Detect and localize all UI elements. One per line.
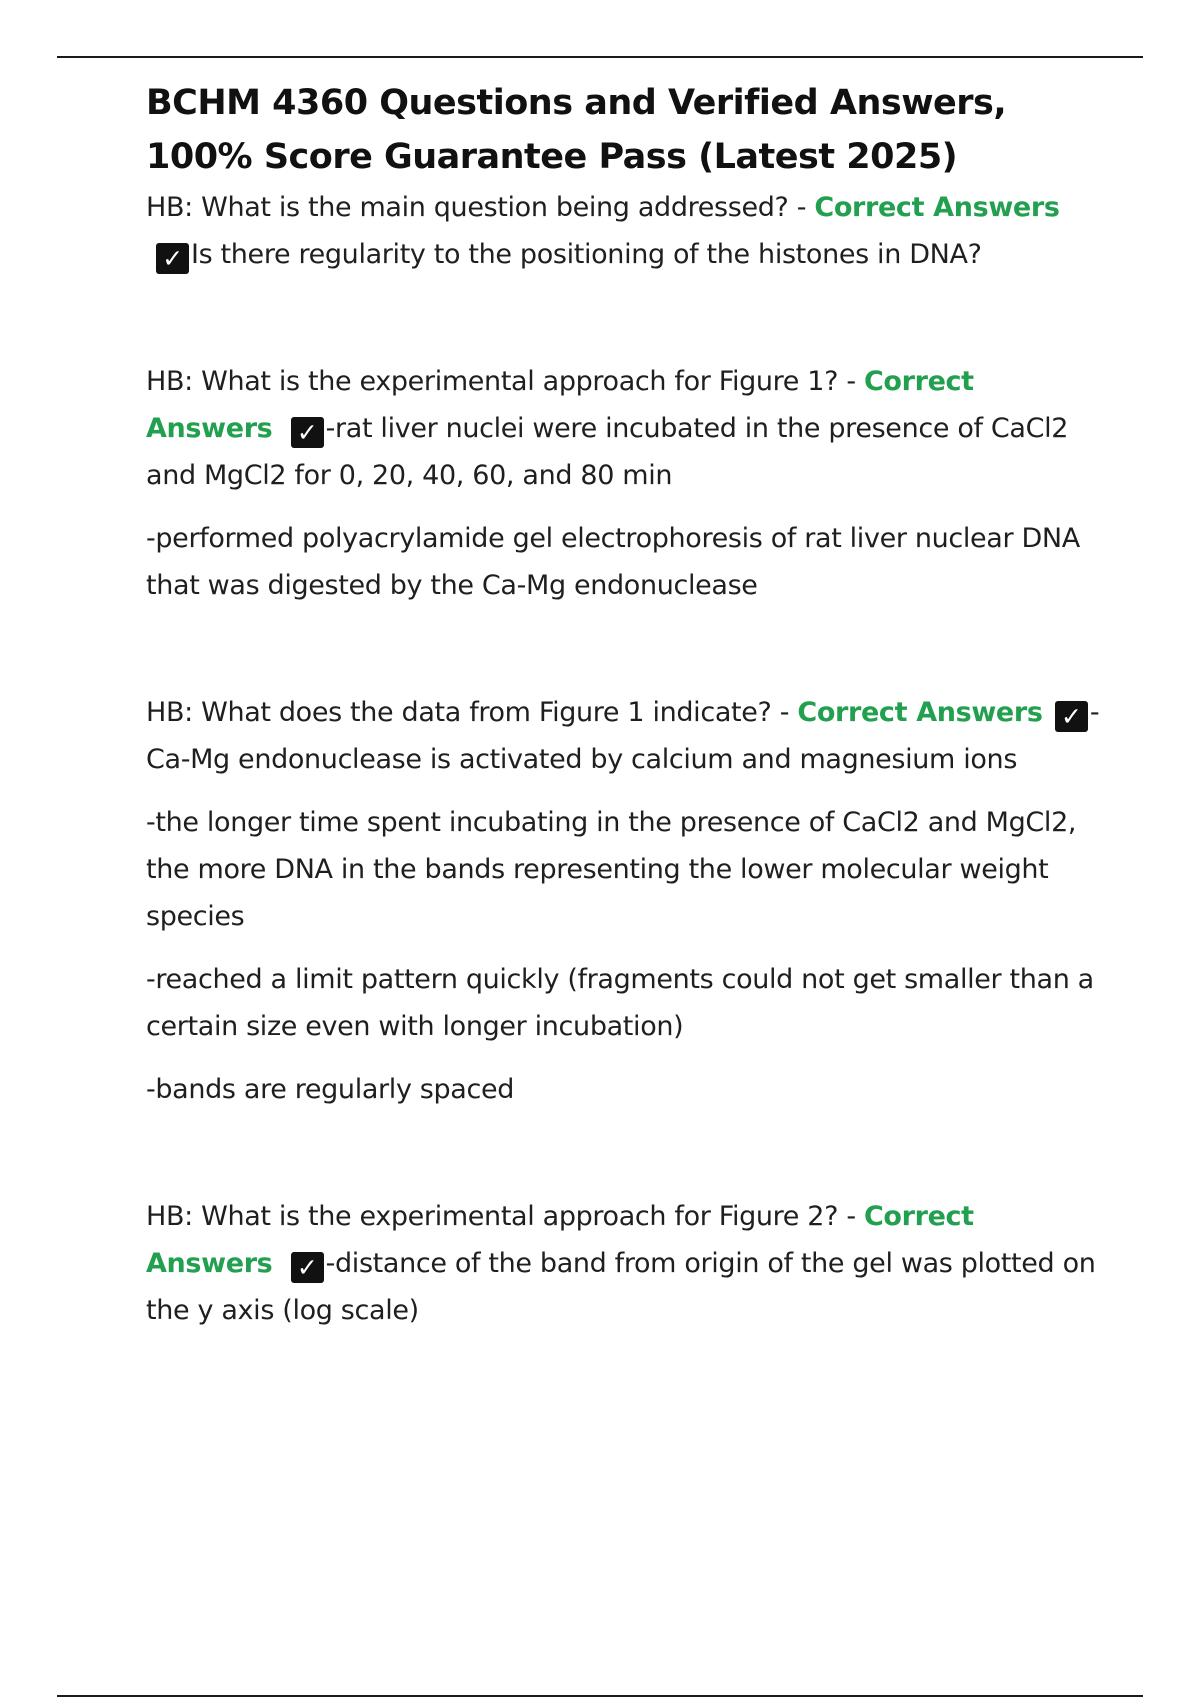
correct-answers-label: Correct Answers [146,1201,974,1279]
question-text: HB: What does the data from Figure 1 indicate? - [146,697,798,728]
document-title [146,76,1106,184]
correct-answers-label: Correct Answers [146,366,974,444]
qa-entry-3 [146,689,1106,1113]
answer-detail: -bands are regularly spaced [146,1074,515,1105]
qa-entry-1 [146,184,1106,278]
qa-entry-2 [146,358,1106,609]
check-box-icon: ✓ [291,417,324,448]
title-line-1: BCHM 4360 Questions and Verified Answers, [146,83,1007,123]
qa-paragraph [146,358,1106,499]
correct-answers-label: Correct Answers [814,192,1060,223]
qa-paragraph [146,689,1106,783]
answer-text: -Ca-Mg endonuclease is activated by calcium and magnesium ions [146,697,1100,775]
top-rule [57,56,1143,58]
title-line-2: 100% Score Guarantee Pass (Latest 2025) [146,137,958,177]
qa-paragraph [146,184,1106,278]
document-page [146,76,1106,1334]
bottom-rule [57,1695,1143,1697]
correct-answers-label: Correct Answers [797,697,1043,728]
qa-paragraph [146,1193,1106,1334]
answer-detail: -reached a limit pattern quickly (fragments could not get smaller than a certain size even with longer incubation) [146,964,1094,1042]
check-box-icon: ✓ [1055,701,1088,732]
question-text: HB: What is the experimental approach for Figure 1? - [146,366,864,397]
qa-entry-4 [146,1193,1106,1334]
question-text: HB: What is the experimental approach for Figure 2? - [146,1201,864,1232]
answer-text: -rat liver nuclei were incubated in the presence of CaCl2 and MgCl2 for 0, 20, 40, 60, and 80 min [146,413,1069,491]
answer-text: -distance of the band from origin of the gel was plotted on the y axis (log scale) [146,1248,1096,1326]
answer-text: Is there regularity to the positioning of the histones in DNA? [191,239,982,270]
answer-detail: -performed polyacrylamide gel electrophoresis of rat liver nuclear DNA that was digested by the Ca-Mg endonuclease [146,523,1080,601]
answer-detail: -the longer time spent incubating in the presence of CaCl2 and MgCl2, the more DNA in the bands representing the lower molecular weight species [146,807,1077,932]
check-box-icon: ✓ [291,1252,324,1283]
check-box-icon: ✓ [156,243,189,274]
question-text: HB: What is the main question being addressed? - [146,192,815,223]
